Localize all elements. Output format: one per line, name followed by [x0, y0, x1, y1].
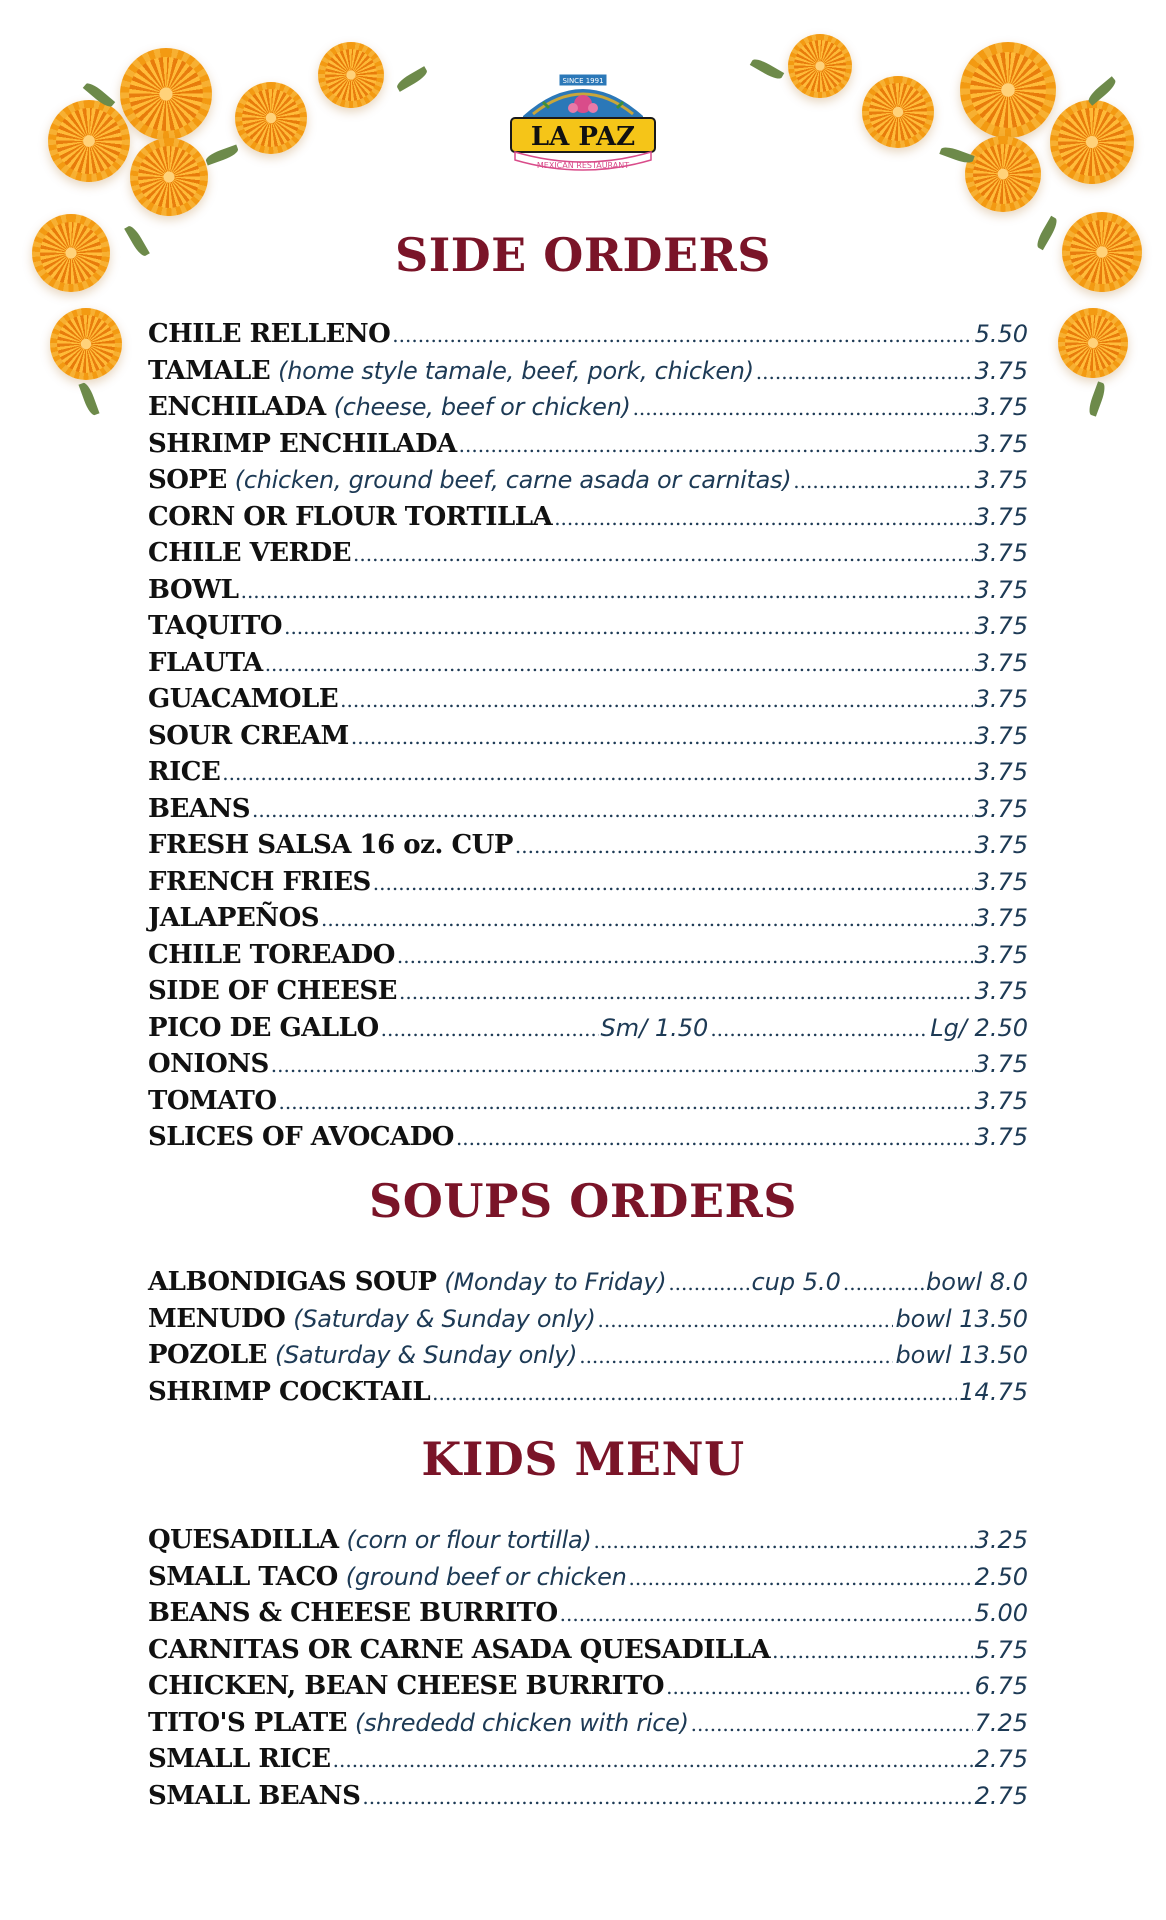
- menu-item-price: 3.75: [974, 867, 1028, 896]
- menu-item: [148, 1083, 1028, 1120]
- leaf-icon: [204, 144, 239, 165]
- menu-item-name: MENUDO: [148, 1303, 286, 1334]
- menu-item: [148, 754, 1028, 791]
- dot-leader: [515, 828, 973, 864]
- dot-leader: [279, 1084, 973, 1120]
- dot-leader: [321, 901, 973, 937]
- menu-item-name: FLAUTA: [148, 647, 263, 678]
- menu-item-price: 3.75: [974, 1086, 1028, 1115]
- menu-item-price: 3.75: [974, 831, 1028, 859]
- dot-leader: [666, 1669, 972, 1705]
- menu-item-name: CHILE RELLENO: [148, 319, 391, 349]
- menu-item-small-price: cup 5.0: [751, 1268, 841, 1296]
- menu-item-name: SMALL TACO: [148, 1561, 338, 1592]
- side-orders-title: SIDE ORDERS: [395, 228, 771, 282]
- dot-leader: [456, 1120, 973, 1156]
- dot-leader: [598, 1302, 894, 1338]
- soups-orders-title: SOUPS ORDERS: [369, 1174, 797, 1228]
- menu-item-name: ONIONS: [148, 1049, 269, 1079]
- kids-menu-title: KIDS MENU: [421, 1432, 745, 1486]
- menu-item-price: 3.75: [974, 575, 1028, 604]
- menu-item-small-price: Sm/ 1.50: [600, 1013, 709, 1042]
- menu-item: [148, 900, 1028, 937]
- menu-item-name: POZOLE: [148, 1340, 267, 1370]
- menu-item-price: Lg/ 2.50: [930, 1013, 1028, 1042]
- menu-item-price: 14.75: [959, 1377, 1028, 1406]
- dot-leader: [668, 1265, 749, 1301]
- menu-item-description: (Monday to Friday): [444, 1268, 667, 1296]
- menu-item-name: ENCHILADA: [148, 392, 326, 422]
- menu-item: [148, 864, 1028, 901]
- menu-item-name: CORN OR FLOUR TORTILLA: [148, 501, 553, 532]
- menu-item-name: CHILE TOREADO: [148, 939, 395, 970]
- menu-item-price: 3.75: [974, 429, 1028, 458]
- menu-item-name: JALAPEÑOS: [148, 903, 319, 933]
- menu-item-description: (ground beef or chicken: [345, 1562, 627, 1591]
- dot-leader: [222, 755, 972, 791]
- menu-item: [148, 1668, 1028, 1705]
- menu-item: [148, 1374, 1028, 1411]
- dot-leader: [397, 938, 973, 974]
- kids-menu-list: [148, 1522, 1028, 1814]
- menu-item-price: 3.75: [974, 648, 1028, 677]
- side-orders-list: [148, 316, 1028, 1156]
- menu-item-name: BEANS: [148, 793, 251, 824]
- dot-leader: [554, 500, 972, 536]
- menu-item: [148, 937, 1028, 974]
- menu-item-price: 3.75: [974, 685, 1028, 713]
- dot-leader: [593, 1523, 972, 1559]
- menu-item-price: 5.50: [974, 320, 1028, 348]
- dot-leader: [633, 390, 973, 426]
- menu-item-description: (Saturday & Sunday only): [293, 1304, 596, 1333]
- menu-item-name: SLICES OF AVOCADO: [148, 1122, 454, 1152]
- logo-subtitle-text: MEXICAN RESTAURANT: [536, 161, 630, 170]
- menu-item: [148, 1595, 1028, 1632]
- dot-leader: [353, 536, 973, 572]
- menu-item-name: TAMALE: [148, 355, 271, 386]
- leaf-icon: [78, 381, 99, 416]
- dot-leader: [381, 1011, 599, 1047]
- dot-leader: [756, 354, 973, 390]
- menu-item-price: 7.25: [974, 1708, 1028, 1737]
- menu-item: [148, 645, 1028, 682]
- menu-item: [148, 316, 1028, 353]
- leaf-icon: [1086, 381, 1107, 416]
- menu-item-name: PICO DE GALLO: [148, 1012, 379, 1043]
- menu-item-price: bowl 13.50: [895, 1341, 1028, 1369]
- restaurant-logo: [503, 68, 663, 188]
- menu-item-name: SOUR CREAM: [148, 720, 349, 751]
- dot-leader: [333, 1742, 973, 1778]
- menu-item: [148, 608, 1028, 645]
- menu-item: [148, 1119, 1028, 1156]
- logo-banner-text: SINCE 1991: [562, 77, 604, 85]
- dot-leader: [252, 792, 973, 828]
- dot-leader: [459, 427, 973, 463]
- leaf-icon: [395, 66, 429, 92]
- menu-item-description: (chicken, ground beef, carne asada or carnitas): [234, 466, 792, 494]
- menu-item-name: SHRIMP ENCHILADA: [148, 428, 457, 459]
- menu-item: [148, 572, 1028, 609]
- menu-item: [148, 1522, 1028, 1559]
- menu-item-name: CHILE VERDE: [148, 538, 352, 568]
- menu-item-price: 2.75: [974, 1781, 1028, 1810]
- soups-orders-list: [148, 1264, 1028, 1410]
- menu-item: [148, 389, 1028, 426]
- dot-leader: [432, 1375, 957, 1411]
- menu-item: [148, 499, 1028, 536]
- menu-item-name: BOWL: [148, 574, 239, 605]
- menu-item-price: 3.75: [974, 466, 1028, 494]
- marigold-icon: [788, 34, 852, 98]
- menu-item-name: TOMATO: [148, 1085, 277, 1116]
- menu-item: [148, 681, 1028, 718]
- marigold-icon: [1058, 308, 1128, 378]
- leaf-icon: [939, 144, 974, 165]
- dot-leader: [710, 1011, 928, 1047]
- marigold-icon: [960, 42, 1056, 138]
- dot-leader: [579, 1338, 893, 1374]
- menu-item-name: RICE: [148, 757, 221, 787]
- menu-item: [148, 827, 1028, 864]
- menu-item-price: 2.75: [974, 1745, 1028, 1773]
- menu-item-price: 3.75: [974, 393, 1028, 421]
- menu-item-name: SHRIMP COCKTAIL: [148, 1376, 431, 1407]
- marigold-icon: [120, 48, 212, 140]
- menu-item: [148, 1559, 1028, 1596]
- marigold-icon: [965, 136, 1041, 212]
- menu-item-price: 3.75: [974, 539, 1028, 567]
- menu-item: [148, 1705, 1028, 1742]
- menu-item: [148, 1741, 1028, 1778]
- logo-name-text: LA PAZ: [530, 122, 636, 152]
- menu-item: [148, 426, 1028, 463]
- menu-item-name: GUACAMOLE: [148, 684, 339, 714]
- leaf-icon: [750, 56, 784, 82]
- menu-item-name: TAQUITO: [148, 611, 283, 641]
- dot-leader: [373, 865, 973, 901]
- menu-item: [148, 353, 1028, 390]
- marigold-icon: [50, 308, 122, 380]
- menu-item-price: 3.75: [974, 904, 1028, 932]
- menu-item-name: TITO'S PLATE: [148, 1707, 348, 1738]
- dot-leader: [265, 646, 973, 682]
- dot-leader: [340, 682, 972, 718]
- menu-item-description: (shrededd chicken with rice): [355, 1708, 689, 1737]
- menu-item: [148, 535, 1028, 572]
- dot-leader: [271, 1047, 973, 1083]
- marigold-icon: [862, 76, 934, 148]
- menu-item-price: 3.75: [974, 502, 1028, 531]
- menu-item-price: 3.75: [974, 940, 1028, 969]
- menu-item-price: 3.75: [974, 977, 1028, 1005]
- marigold-icon: [235, 82, 307, 154]
- menu-item-description: (home style tamale, beef, pork, chicken): [278, 356, 754, 385]
- menu-item-price: 6.75: [974, 1672, 1028, 1700]
- dot-leader: [560, 1596, 973, 1632]
- menu-item: [148, 1337, 1028, 1374]
- menu-item-name: SIDE OF CHEESE: [148, 976, 398, 1006]
- menu-item-price: 3.75: [974, 612, 1028, 640]
- dot-leader: [351, 719, 973, 755]
- menu-item-name: SMALL RICE: [148, 1744, 331, 1774]
- menu-item-name: QUESADILLA: [148, 1525, 339, 1555]
- menu-item-price: 5.00: [974, 1599, 1028, 1627]
- menu-item-name: SMALL BEANS: [148, 1780, 361, 1811]
- dot-leader: [399, 974, 973, 1010]
- menu-item: [148, 973, 1028, 1010]
- dot-leader: [362, 1779, 972, 1815]
- menu-item-name: FRESH SALSA 16 oz. CUP: [148, 830, 513, 860]
- menu-item-name: BEANS & CHEESE BURRITO: [148, 1598, 558, 1628]
- menu-item: [148, 1046, 1028, 1083]
- menu-item: [148, 1632, 1028, 1669]
- menu-item-price: 3.75: [974, 794, 1028, 823]
- menu-item-name: ALBONDIGAS SOUP: [148, 1267, 437, 1297]
- menu-item: [148, 718, 1028, 755]
- menu-item: [148, 1301, 1028, 1338]
- menu-item-description: (corn or flour tortilla): [346, 1526, 592, 1554]
- menu-item-name: CARNITAS OR CARNE ASADA QUESADILLA: [148, 1634, 771, 1665]
- dot-leader: [691, 1706, 973, 1742]
- menu-item-name: FRENCH FRIES: [148, 866, 371, 897]
- menu-item-price: 3.75: [974, 1123, 1028, 1151]
- menu-item-price: 3.75: [974, 356, 1028, 385]
- menu-item-price: bowl 8.0: [926, 1268, 1029, 1296]
- menu-item-name: SOPE: [148, 465, 227, 495]
- dot-leader: [793, 463, 972, 499]
- menu-item-description: (Saturday & Sunday only): [274, 1341, 578, 1369]
- menu-item: [148, 462, 1028, 499]
- marigold-icon: [48, 100, 130, 182]
- marigold-icon: [130, 138, 208, 216]
- dot-leader: [392, 317, 972, 353]
- menu-item: [148, 1264, 1028, 1301]
- dot-leader: [284, 609, 972, 645]
- dot-leader: [629, 1560, 973, 1596]
- menu-item-price: 2.50: [974, 1562, 1028, 1591]
- menu-item-price: 3.75: [974, 721, 1028, 750]
- logo-emblem-icon: [503, 68, 663, 188]
- menu-item-price: bowl 13.50: [895, 1304, 1028, 1333]
- dot-leader: [843, 1265, 924, 1301]
- menu-item: [148, 791, 1028, 828]
- menu-item-price: 3.75: [974, 1050, 1028, 1078]
- dot-leader: [772, 1633, 972, 1669]
- marigold-icon: [318, 42, 384, 108]
- menu-item-price: 3.75: [974, 758, 1028, 786]
- menu-item: [148, 1778, 1028, 1815]
- menu-item-price: 3.25: [974, 1526, 1028, 1554]
- menu-item-description: (cheese, beef or chicken): [333, 393, 631, 421]
- marigold-icon: [1050, 100, 1134, 184]
- dot-leader: [241, 573, 973, 609]
- menu-item: [148, 1010, 1028, 1047]
- menu-item-name: CHICKEN, BEAN CHEESE BURRITO: [148, 1671, 665, 1701]
- menu-item-price: 5.75: [974, 1635, 1028, 1664]
